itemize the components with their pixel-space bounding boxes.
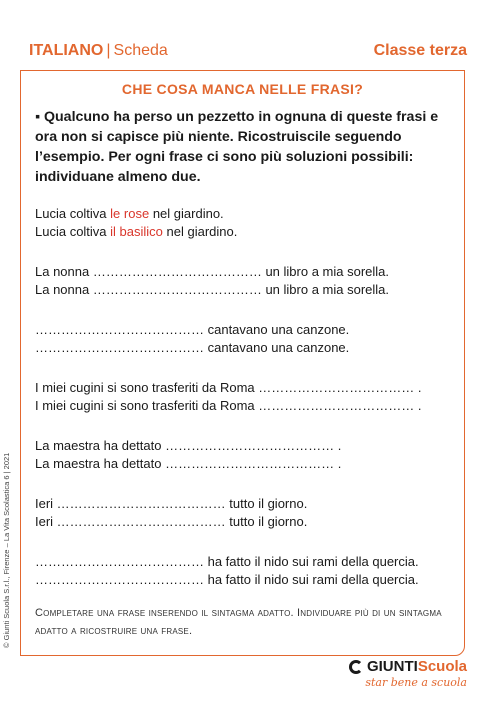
publisher-logo bbox=[349, 658, 467, 689]
section-name: Scheda bbox=[113, 42, 168, 59]
subject-label: ITALIANO | Scheda bbox=[29, 42, 168, 59]
giunti-logo-icon bbox=[349, 660, 363, 674]
subject-name: ITALIANO bbox=[29, 42, 104, 59]
logo-brand-suffix: Scuola bbox=[417, 658, 467, 675]
exercise-line: La nonna ………………………………… un libro a mia sorella. bbox=[35, 264, 390, 279]
exercise-group bbox=[35, 263, 458, 299]
exercise-group bbox=[35, 437, 458, 473]
exercise-group bbox=[35, 553, 458, 589]
exercise-group bbox=[35, 379, 458, 415]
example-line: Lucia coltiva le rose nel giardino. bbox=[35, 206, 224, 221]
exercise-line: I miei cugini si sono trasferiti da Roma ……………………………… . bbox=[35, 398, 422, 413]
exercise-line: Ieri ………………………………… tutto il giorno. bbox=[35, 496, 308, 511]
instruction: ▪ Qualcuno ha perso un pezzetto in ognuna di queste frasi e ora non si capisce più niente. Ricostruiscile seguendo l’esempio. Per ogni frase ci sono più soluzioni possibili: individuane almeno due. bbox=[35, 109, 439, 185]
exercise-line: ………………………………… cantavano una canzone. bbox=[35, 340, 350, 355]
exercise-group bbox=[35, 321, 458, 357]
logo-tagline: star bene a scuola bbox=[365, 676, 467, 689]
exercise-line: ………………………………… ha fatto il nido sui rami della quercia. bbox=[35, 572, 419, 587]
exercise-lines bbox=[35, 205, 458, 611]
worksheet bbox=[20, 70, 465, 656]
example-line: Lucia coltiva il basilico nel giardino. bbox=[35, 224, 238, 239]
copyright: © Giunti Scuola S.r.l., Firenze – La Vita Scolastica 6 | 2021 bbox=[2, 452, 11, 648]
exercise-line: La maestra ha dettato ………………………………… . bbox=[35, 438, 342, 453]
worksheet-title: CHE COSA MANCA NELLE FRASI? bbox=[121, 81, 364, 97]
class-label: Classe terza bbox=[373, 42, 467, 59]
exercise-line: Ieri ………………………………… tutto il giorno. bbox=[35, 514, 308, 529]
teacher-note: Completare una frase inserendo il sintagma adatto. Individuare più di un sintagma adatto a ricostruire una frase. bbox=[35, 607, 442, 637]
exercise-line: La nonna ………………………………… un libro a mia sorella. bbox=[35, 282, 390, 297]
exercise-line: ………………………………… cantavano una canzone. bbox=[35, 322, 350, 337]
exercise-line: La maestra ha dettato ………………………………… . bbox=[35, 456, 342, 471]
exercise-line: ………………………………… ha fatto il nido sui rami della quercia. bbox=[35, 554, 419, 569]
example-group bbox=[35, 205, 458, 241]
logo-brand: GIUNTI bbox=[366, 658, 418, 675]
exercise-line: I miei cugini si sono trasferiti da Roma ……………………………… . bbox=[35, 380, 422, 395]
header bbox=[29, 40, 467, 64]
exercise-group bbox=[35, 495, 458, 531]
